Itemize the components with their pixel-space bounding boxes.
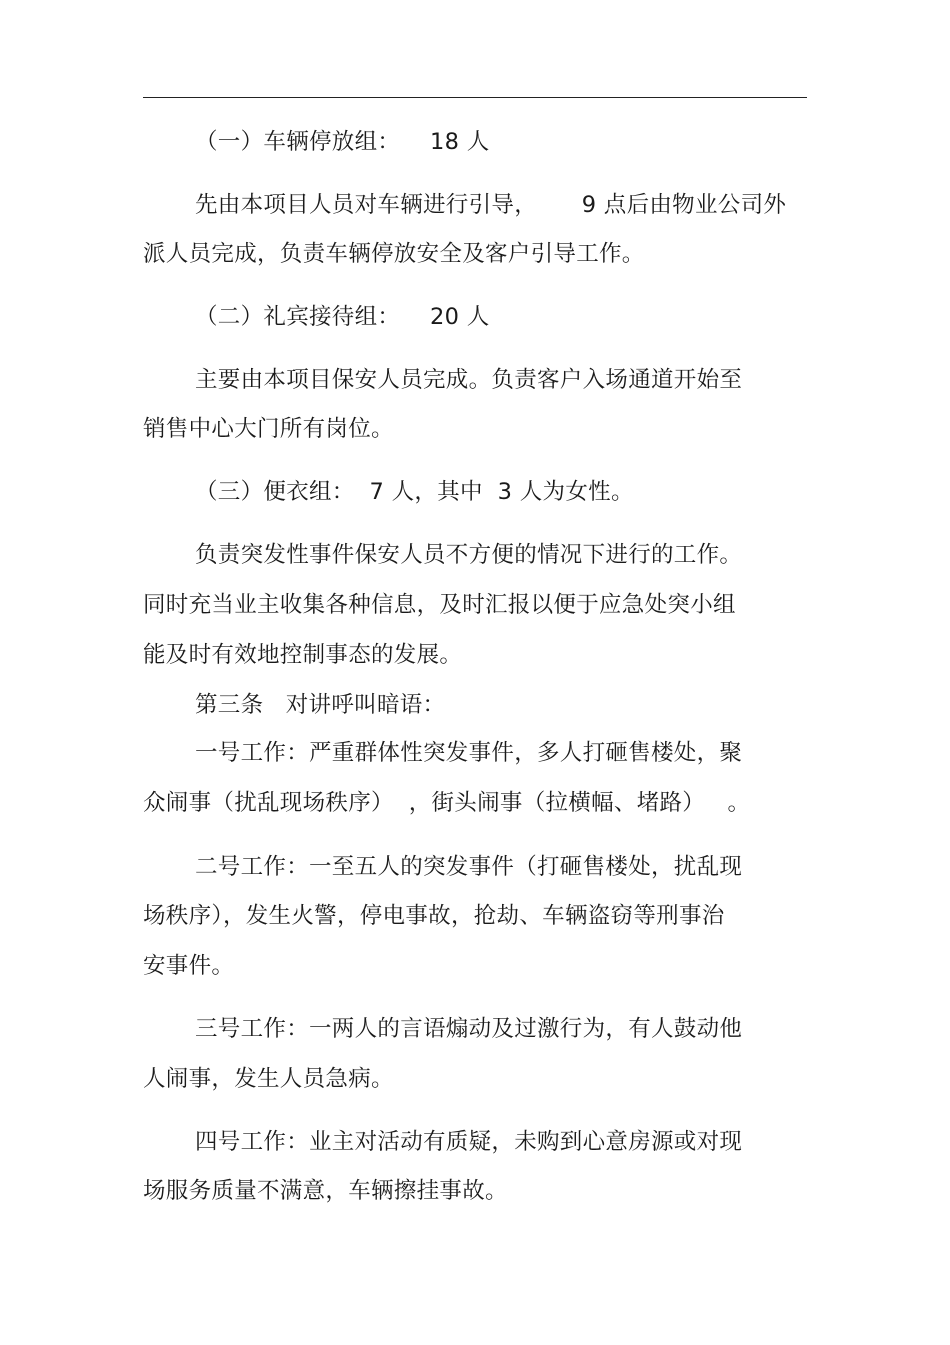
section-two-heading: （二）礼宾接待组： 20 人 [195, 304, 490, 330]
paragraph-line: 一号工作：严重群体性突发事件，多人打砸售楼处，聚 [195, 740, 743, 766]
paragraph-line: 主要由本项目保安人员完成。负责客户入场通道开始至 [195, 367, 743, 393]
paragraph-line: 同时充当业主收集各种信息，及时汇报以便于应急处突小组 [143, 592, 736, 618]
paragraph-line: 三号工作：一两人的言语煽动及过激行为，有人鼓动他 [195, 1016, 743, 1042]
paragraph-line: 四号工作：业主对活动有质疑，未购到心意房源或对现 [195, 1129, 743, 1155]
header-rule [143, 97, 807, 98]
paragraph-line: 二号工作：一至五人的突发事件（打砸售楼处，扰乱现 [195, 854, 743, 880]
paragraph-line: 人闹事，发生人员急病。 [143, 1066, 394, 1092]
section-three-heading: （三）便衣组： 7 人，其中 3 人为女性。 [195, 479, 634, 505]
paragraph-line: 场秩序），发生火警，停电事故，抢劫、车辆盗窃等刑事治 [143, 903, 725, 929]
paragraph-line: 安事件。 [143, 953, 235, 979]
paragraph-line: 先由本项目人员对车辆进行引导， 9 点后由物业公司外 [195, 192, 787, 218]
paragraph-line: 负责突发性事件保安人员不方便的情况下进行的工作。 [195, 542, 743, 568]
section-one-heading: （一）车辆停放组： 18 人 [195, 129, 490, 155]
article-heading: 第三条 对讲呼叫暗语： [195, 692, 446, 718]
paragraph-line: 众闹事（扰乱现场秩序） ，街头闹事（拉横幅、堵路） 。 [143, 790, 751, 816]
paragraph-line: 销售中心大门所有岗位。 [143, 416, 394, 442]
paragraph-line: 场服务质量不满意，车辆擦挂事故。 [143, 1178, 508, 1204]
paragraph-line: 派人员完成，负责车辆停放安全及客户引导工作。 [143, 241, 645, 267]
paragraph-line: 能及时有效地控制事态的发展。 [143, 642, 463, 668]
